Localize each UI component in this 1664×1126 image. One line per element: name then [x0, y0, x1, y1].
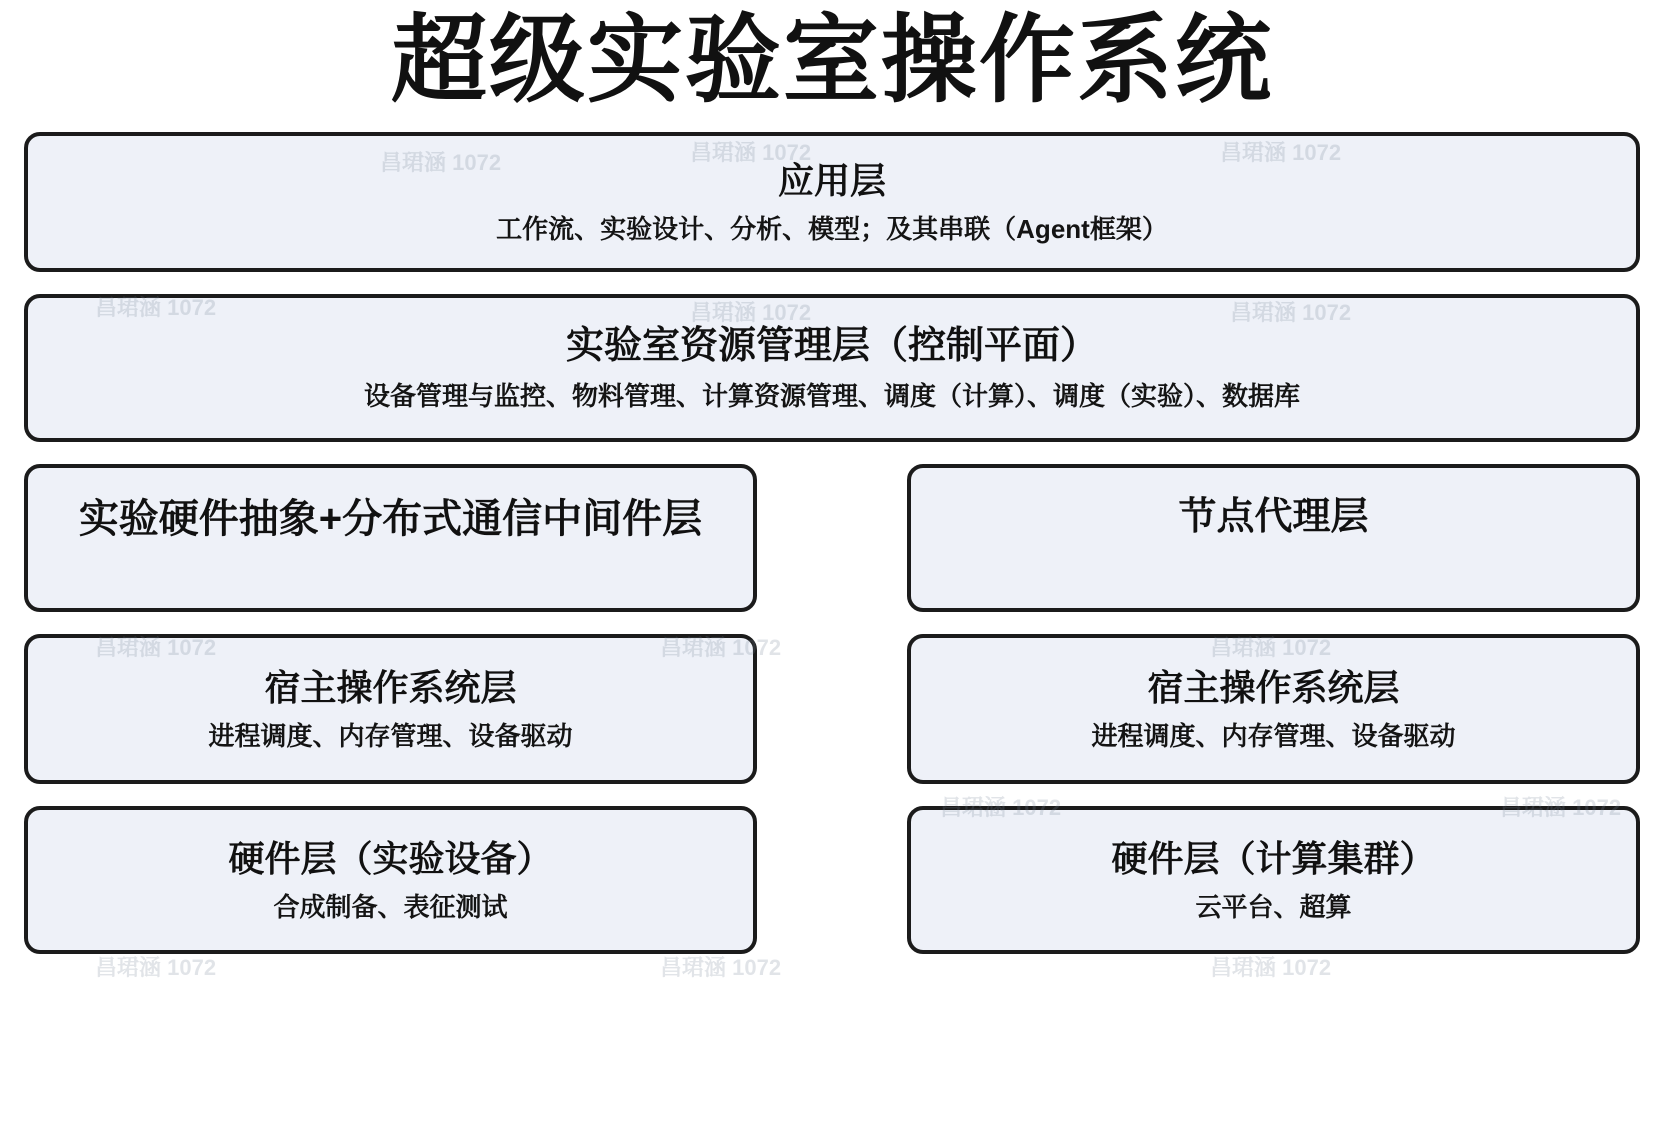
page-title: 超级实验室操作系统 — [391, 7, 1273, 114]
watermark-text: 昌珺涵 1072 — [690, 140, 812, 165]
layer-host-os-right-subtitle: 进程调度、内存管理、设备驱动 — [1091, 720, 1456, 751]
watermark-text: 昌珺涵 1072 — [95, 955, 217, 980]
watermark-text: 昌珺涵 1072 — [660, 955, 782, 980]
application-layer-row — [24, 132, 1640, 272]
watermark-text: 昌珺涵 1072 — [660, 635, 782, 660]
layer-host-os-left — [24, 634, 757, 784]
layer-node-agent — [907, 464, 1640, 612]
layer-hardware-compute-cluster — [907, 806, 1640, 954]
watermark-text: 昌珺涵 1072 — [1230, 300, 1352, 325]
watermark-text: 昌珺涵 1072 — [95, 295, 217, 320]
layer-resource-management — [24, 294, 1640, 442]
resource-layer-row — [24, 294, 1640, 442]
layer-hardware-lab-equipment-title: 硬件层（实验设备） — [228, 837, 553, 879]
layer-host-os-left-subtitle: 进程调度、内存管理、设备驱动 — [208, 720, 573, 751]
layer-node-agent-title: 节点代理层 — [1178, 496, 1369, 539]
layer-hardware-abstraction-middleware — [24, 464, 757, 612]
watermark-text: 昌珺涵 1072 — [380, 150, 502, 175]
host-os-layer-row — [24, 634, 1640, 784]
layer-host-os-right — [907, 634, 1640, 784]
watermark-text: 昌珺涵 1072 — [1210, 635, 1332, 660]
hardware-layer-row — [24, 806, 1640, 954]
watermark-text: 昌珺涵 1072 — [95, 635, 217, 660]
watermark-text: 昌珺涵 1072 — [690, 300, 812, 325]
layer-resource-management-subtitle: 设备管理与监控、物料管理、计算资源管理、调度（计算）、调度（实验）、数据库 — [363, 381, 1300, 412]
watermark-text: 昌珺涵 1072 — [1500, 795, 1622, 820]
layer-hardware-abstraction-middleware-title: 实验硬件抽象+分布式通信中间件层 — [78, 497, 703, 542]
layer-hardware-compute-cluster-subtitle: 云平台、超算 — [1195, 891, 1352, 922]
layer-application — [24, 132, 1640, 272]
middleware-layer-row — [24, 464, 1640, 612]
watermark-text: 昌珺涵 1072 — [1210, 955, 1332, 980]
layer-application-title: 应用层 — [777, 159, 886, 201]
architecture-diagram — [0, 6, 1664, 1126]
watermark-text: 昌珺涵 1072 — [1220, 140, 1342, 165]
layer-hardware-lab-equipment — [24, 806, 757, 954]
layer-application-subtitle: 工作流、实验设计、分析、模型；及其串联（Agent框架） — [496, 213, 1168, 244]
layer-hardware-compute-cluster-title: 硬件层（计算集群） — [1111, 837, 1436, 879]
layer-resource-management-title: 实验室资源管理层（控制平面） — [565, 324, 1098, 367]
layer-hardware-lab-equipment-subtitle: 合成制备、表征测试 — [273, 891, 508, 922]
watermark-text: 昌珺涵 1072 — [940, 795, 1062, 820]
layer-host-os-left-title: 宿主操作系统层 — [264, 666, 517, 708]
layer-host-os-right-title: 宿主操作系统层 — [1147, 666, 1400, 708]
